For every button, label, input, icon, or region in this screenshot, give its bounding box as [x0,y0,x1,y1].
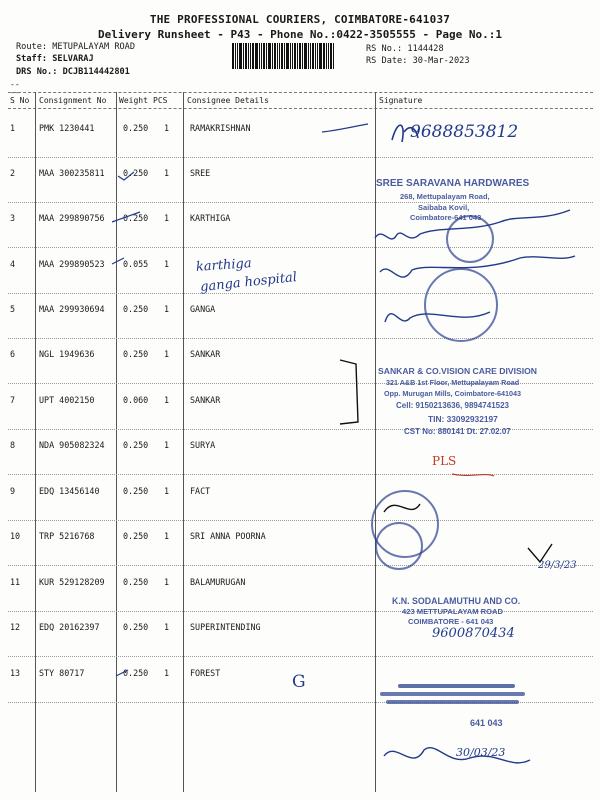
barcode-bar [250,43,251,69]
row-sno: 6 [10,349,16,359]
table-row [0,213,600,233]
row-weight: 0.250 [123,123,149,133]
row-weight: 0.055 [123,259,149,269]
row-weight: 0.250 [123,486,149,496]
barcode-bar [263,43,265,69]
row-consignee: SREE [190,168,211,178]
barcode-bar [252,43,254,69]
row-weight: 0.250 [123,304,149,314]
row-weight: 0.250 [123,577,149,587]
barcode-bar [308,43,309,69]
barcode-bar [315,43,316,69]
row-pcs: 1 [164,123,170,133]
stamp-sankar-addr2: Opp. Murugan Mills, Coimbatore-641043 [384,389,521,398]
row-pcs: 1 [164,440,170,450]
row-separator [8,338,593,339]
row-sno: 8 [10,440,16,450]
barcode-bar [284,43,285,69]
pls-mark: PLS [432,454,457,468]
signature-date: 30/03/23 [456,746,506,759]
row-sno: 4 [10,259,16,269]
row-sno: 1 [10,123,16,133]
route-value: METUPALAYAM ROAD [52,42,136,52]
rs-no-label: RS No.: [366,44,403,54]
row-weight: 0.060 [123,395,149,405]
table-row [0,577,600,597]
row-pcs: 1 [164,304,170,314]
row-consignee: SUPERINTENDING [190,622,261,632]
stamp-sankar-addr1: 321 A&B 1st Floor, Mettupalayam Road [386,378,520,387]
row-sno: 5 [10,304,16,314]
barcode-bar [248,43,249,69]
barcode-bar [333,43,334,69]
barcode-bar [279,43,280,69]
barcode-bar [281,43,283,69]
row-pcs: 1 [164,213,170,223]
handwritten-note-1: karthiga [195,256,253,275]
rs-date-line [366,56,470,66]
col-weight: Weight [119,96,148,105]
row-sno: 2 [10,168,16,178]
stamp-bottom-addr2: COIMBATORE - 641 043 [408,617,494,626]
row-consignee: SRI ANNA POORNA [190,531,266,541]
handwritten-phone: 9688853812 [410,122,519,142]
row-pcs: 1 [164,531,170,541]
col-signature: Signature [379,96,423,105]
tamil-stamp-block [380,680,525,730]
barcode-bar [330,43,332,69]
row-weight: 0.250 [123,622,149,632]
row-pcs: 1 [164,349,170,359]
row-pcs: 1 [164,486,170,496]
row-pcs: 1 [164,577,170,587]
staff-label: Staff: [16,54,48,64]
barcode-bar [312,43,314,69]
row-separator [8,520,593,521]
barcode-bar [277,43,278,69]
barcode-bar [245,43,247,69]
page-subtitle: Delivery Runsheet - P43 - Phone No.:0422-3505555 - Page No.:1 [98,28,502,41]
barcode-bar [268,43,271,69]
row-pcs: 1 [164,668,170,678]
rs-date-label: RS Date: [366,56,408,66]
row-sno: 11 [10,577,21,587]
route-label: Route: [16,42,48,52]
row-consignee: SANKAR [190,349,221,359]
handwritten-mark-row13: G [292,672,306,692]
barcode-bar [317,43,318,69]
barcode-bar [319,43,322,69]
barcode-bar [232,43,234,69]
barcode-bar [235,43,236,69]
barcode-bar [237,43,238,69]
row-consignment-no: EDQ 13456140 [39,486,100,496]
row-consignment-no: TRP 5216768 [39,531,95,541]
page-title: THE PROFESSIONAL COURIERS, COIMBATORE-641037 [149,13,451,26]
barcode-bar [299,43,301,69]
row-separator [8,474,593,475]
barcode-bar [292,43,293,69]
table-row [0,395,600,415]
barcode-bar [274,43,276,69]
barcode-bar [272,43,273,69]
row-sno: 9 [10,486,16,496]
barcode-bar [266,43,267,69]
row-separator [8,202,593,203]
row-pcs: 1 [164,395,170,405]
round-stamp-row10 [375,522,423,570]
barcode-bar [304,43,307,69]
rs-no-line [366,44,444,54]
col-pcs: PCS [153,96,168,105]
drs-line [16,67,130,77]
staff-value: SELVARAJ [52,54,94,64]
stamp-sree-addr2: Saibaba Kovil, [418,203,470,212]
row-weight: 0.250 [123,440,149,450]
stamp-sree-name: SREE SARAVANA HARDWARES [376,178,530,189]
barcode-bar [310,43,311,69]
row-sno: 13 [10,668,21,678]
row-consignee: GANGA [190,304,216,314]
row-consignment-no: MAA 299890523 [39,259,105,269]
row-consignment-no: MAA 300235811 [39,168,105,178]
row-consignee: FOREST [190,668,221,678]
row-sno: 10 [10,531,21,541]
row-separator [8,656,593,657]
row-consignment-no: STY 80717 [39,668,85,678]
stamp-sree-addr1: 268, Mettupalayam Road, [400,192,490,201]
round-stamp-small [446,215,494,263]
rs-date-value: 30-Mar-2023 [412,56,470,66]
dash-mid: -- [10,88,20,97]
table-row [0,304,600,324]
table-row [0,259,600,279]
stamp-sankar-tin: TIN: 33092932197 [428,414,498,424]
barcode-bar [302,43,303,69]
barcode-bar [259,43,260,69]
handwritten-phone-row12: 9600870434 [432,626,515,641]
col-consignment: Consignment No [39,96,107,105]
barcode-bar [255,43,258,69]
barcode-bar [323,43,325,69]
stamp-pin: 641 043 [470,718,503,728]
handwritten-note-2: ganga hospital [199,269,298,296]
row-sno: 7 [10,395,16,405]
row-consignment-no: MAA 299930694 [39,304,105,314]
row-consignee: SANKAR [190,395,221,405]
barcode-bar [294,43,296,69]
table-row [0,531,600,551]
row-weight: 0.250 [123,531,149,541]
stamp-sankar-cell: Cell: 9150213636, 9894741523 [396,401,509,410]
date-mark: 29/3/23 [538,560,577,571]
drs-value: DCJB114442801 [62,67,130,77]
row-consignment-no: UPT 4002150 [39,395,95,405]
dash-top: -- [10,80,20,89]
row-separator [8,565,593,566]
row-consignment-no: KUR 529128209 [39,577,105,587]
row-consignee: SURYA [190,440,216,450]
col-consignee: Consignee Details [187,96,269,105]
row-weight: 0.250 [123,213,149,223]
row-weight: 0.250 [123,668,149,678]
barcode-bar [328,43,329,69]
row-separator [8,247,593,248]
row-pcs: 1 [164,259,170,269]
table-row [0,486,600,506]
round-stamp-medical [424,268,498,342]
barcode-bar [286,43,289,69]
stamp-bottom-name: K.N. SODALAMUTHU AND CO. [392,596,521,606]
row-consignee: KARTHIGA [190,213,231,223]
table-row [0,440,600,460]
stamp-bottom-addr1: 423 METTUPALAYAM ROAD [402,607,503,616]
barcode-bar [326,43,327,69]
staff-line [16,54,94,64]
row-consignment-no: NDA 905082324 [39,440,105,450]
row-sno: 12 [10,622,21,632]
row-consignee: RAMAKRISHNAN [190,123,251,133]
rs-no-value: 1144428 [407,44,444,54]
barcode-bar [290,43,291,69]
barcode-bar [239,43,242,69]
barcode [232,43,358,69]
row-consignment-no: EDQ 20162397 [39,622,100,632]
row-pcs: 1 [164,622,170,632]
barcode-bar [261,43,262,69]
row-pcs: 1 [164,168,170,178]
stamp-sankar-name: SANKAR & CO.VISION CARE DIVISION [378,366,538,376]
route-line [16,42,135,52]
col-sno: S No [10,96,30,105]
row-separator [8,293,593,294]
header-rule [8,92,593,93]
row-consignment-no: PMK 1230441 [39,123,95,133]
barcode-bar [297,43,298,69]
row-consignment-no: MAA 299890756 [39,213,105,223]
row-consignee: FACT [190,486,211,496]
row-separator [8,611,593,612]
row-consignee: BALAMURUGAN [190,577,246,587]
row-consignment-no: NGL 1949636 [39,349,95,359]
row-weight: 0.250 [123,349,149,359]
row-separator [8,157,593,158]
row-sno: 3 [10,213,16,223]
stamp-sree-addr3: Coimbatore-641 043 [410,213,482,222]
barcode-bar [243,43,244,69]
column-header-rule [8,108,593,109]
row-weight: 0.250 [123,168,149,178]
stamp-sankar-cst: CST No: 880141 Dt. 27.02.07 [404,427,511,436]
drs-label: DRS No.: [16,67,58,77]
